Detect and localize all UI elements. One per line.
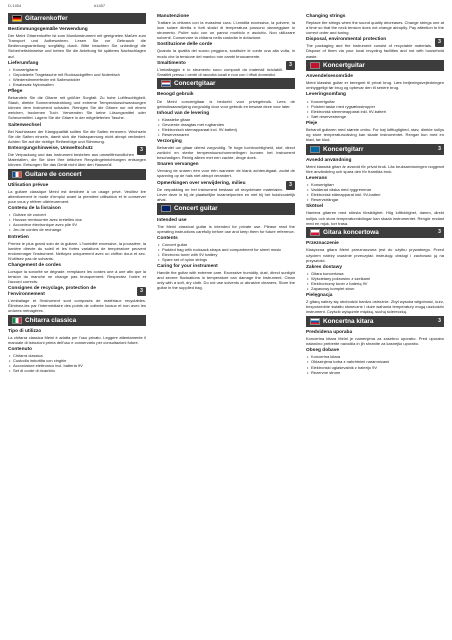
- header-model: #1457: [94, 3, 106, 8]
- bullet-item: • Gepolsterte Tragetasche mit Rucksackgriffen und Notenfach: [13, 72, 146, 77]
- subheading: Obseg dobave: [306, 348, 340, 354]
- subheading: Zakres dostawy: [306, 264, 342, 270]
- bullet-list: [157, 242, 295, 262]
- paragraph: Handle the guitar with extreme care. Excessive humidity, dust, direct sunlight and severe fluctuations in temperature can damage the instrument. Clean only with a soft, dry cloth. Do not use solvents or abrasive cleaners. Store the guitar in the supplied bag.: [157, 270, 295, 291]
- bullet-item: • Gitara koncertowa: [311, 271, 444, 276]
- bullet-item: • Padded bag with rucksack straps and compartment for sheet music: [162, 247, 295, 252]
- subheading: Intended use: [157, 217, 187, 223]
- flag-icon: [12, 317, 22, 324]
- subheading: Leverans: [306, 176, 328, 182]
- number-badge: 3: [286, 61, 295, 70]
- paragraph: Meinl klassisk guitar er beregnet til privat brug. Læs betjeningsvejledningen omhyggeligt før brug og opbevar den til senere brug.: [306, 80, 444, 91]
- bullet-item: • Wyściełany pokrowiec z szelkami: [311, 276, 444, 281]
- bullet-item: • Set di corde di ricambio: [13, 368, 146, 373]
- subheading: Pleje: [306, 120, 318, 126]
- bullet-item: • Rezervne strune: [311, 370, 444, 375]
- subheading: Snaren vervangen: [157, 162, 199, 168]
- section-heading-bar: [157, 203, 295, 214]
- bullet-list: [8, 212, 146, 232]
- paragraph: Z gitarą należy się obchodzić bardzo ostrożnie. Zbyt wysoka wilgotność, kurz, bezpośrednie światło słoneczne i duże wahania temperatury mogą uszkodzić instrument. Czyścić wyłącznie miękką, suchą ściereczką.: [306, 299, 444, 315]
- paragraph: Klasyczna gitara Meinl przeznaczona jest do użytku prywatnego. Przed użyciem należy uważnie przeczytać instrukcję obsługi i zachować ją na przyszłość.: [306, 247, 444, 263]
- section-heading-bar: [306, 227, 444, 238]
- subheading: Lieferumfang: [8, 60, 39, 66]
- subheading: Leveringsomfang: [306, 92, 346, 98]
- paragraph: Replace the strings when the sound quality decreases. Change strings one at a time so that the neck tension does not change abruptly. Pay attention to the correct order and tuning.: [306, 20, 444, 36]
- flag-icon: [310, 318, 320, 325]
- paragraph: De verpakking en het instrument bestaan uit recyclebare materialen. Lever deze in bij de plaatselijke inzamelpunten en niet bij het huishoudelijk afval.: [157, 186, 295, 202]
- bullet-item: • Elektroniczny tuner z baterią 9V: [311, 281, 444, 286]
- subheading: Beoogd gebruik: [157, 92, 194, 98]
- subheading: Caring for your instrument: [157, 264, 218, 270]
- column-1: [8, 12, 146, 632]
- bullet-item: • Spare set of nylon strings: [162, 257, 295, 262]
- section-title: Chitarra classica: [25, 316, 77, 324]
- paragraph: Prenez le plus grand soin de la guitare. L'humidité excessive, la poussière, la lumière directe du soleil et les fortes variations de température peuvent endommager l'instrument. Nettoyez uniquement avec un chiffon doux et sec. N'utilisez pas de solvants.: [8, 240, 146, 261]
- bullet-list: [306, 354, 444, 374]
- paragraph: Behandel uw gitaar uiterst zorgvuldig. Te hoge luchtvochtigheid, stof, direct zonlicht en sterke temperatuurschommelingen kunnen het instrument beschadigen. Reinig alleen met een zachte, droge doek.: [157, 145, 295, 161]
- subheading: Contents: [157, 235, 178, 241]
- header-code: D-1454: [8, 3, 22, 8]
- section-heading-bar: [8, 169, 146, 180]
- subheading: Changing strings: [306, 14, 346, 19]
- subheading: Inhoud van de levering: [157, 110, 210, 116]
- column-2: [157, 12, 295, 632]
- flag-icon: [310, 229, 320, 236]
- subheading: Utilisation prévue: [8, 182, 49, 188]
- section-heading-bar: [306, 316, 444, 327]
- section-title: Concertgitaar: [174, 80, 216, 88]
- bullet-item: • Gevoerde draagtas met rugbanden: [162, 122, 295, 127]
- section-title: Guitare de concert: [25, 170, 82, 178]
- section-heading-bar: [8, 13, 146, 24]
- section-title: Gitarrenkoffer: [25, 15, 68, 23]
- subheading: Smaltimento: [157, 60, 186, 66]
- subheading: Disposal, environmental protection: [306, 37, 387, 43]
- number-badge: 3: [435, 38, 444, 47]
- section-heading-bar: [8, 315, 146, 326]
- bullet-item: • Oblazinjena torba z nahrbtnimi naramnicami: [311, 359, 444, 364]
- subheading: Pflege: [8, 89, 23, 95]
- number-badge: 3: [286, 181, 295, 190]
- number-badge: 3: [435, 317, 444, 326]
- bullet-item: • Koncertguitar: [311, 99, 444, 104]
- bullet-item: • Elektronisk stemmeapparat inkl. 9V-batteri: [311, 109, 444, 114]
- bullet-item: • Konsertgitarr: [311, 182, 444, 187]
- bullet-list: [306, 271, 444, 291]
- paragraph: Der Meinl Gitarrenkoffer ist zum Musikinstrument mit geeigneten Maßen zum Transport und Aufbewahren. Lesen Sie vor Gebrauch die Bedienungsanleitung sorgfältig durch. Bitte beachten Sie unbedingt die Sicherheitshinweise und heben Sie die Anleitung für späteres Nachschlagen auf.: [8, 33, 146, 59]
- bullet-list: [8, 353, 146, 373]
- subheading: Skötsel: [306, 204, 324, 210]
- subheading: Contenuto: [8, 346, 32, 352]
- subheading: Anvendelsesområde: [306, 74, 353, 80]
- number-badge: 3: [435, 228, 444, 237]
- bullet-item: • Klassieke gitaar: [162, 117, 295, 122]
- section-heading-bar: [306, 144, 444, 155]
- paragraph: Behandl guitaren med største omhu. For høj luftfugtighed, støv, direkte sollys og store temperaturudsving kan skade instrumentet. Rengør kun med en blød, tør klud.: [306, 126, 444, 143]
- paragraph: Bei Nachlassen der Klangqualität sollten Sie die Saiten erneuern. Wechseln Sie die Saiten einzeln, damit sich die Halsspannung nicht abrupt verändert. Achten Sie auf die richtige Reihenfolge und Stimmung.: [8, 128, 146, 144]
- bullet-item: • Vadderad väska med ryggremmar: [311, 187, 444, 192]
- paragraph: La chitarra classica Meinl è adatta per l'uso privato. Leggere attentamente il manuale di istruzioni prima dell'uso e conservarlo per consultazioni future.: [8, 334, 146, 345]
- paragraph: Meinl klassisk gitarr är avsedd för privat bruk. Läs bruksanvisningen noggrant före användning och spara den för framtida bruk.: [306, 163, 444, 174]
- subheading: Tipo di utilizzo: [8, 328, 42, 334]
- subheading: Verzorging: [157, 139, 182, 145]
- subheading: Manutenzione: [157, 14, 189, 19]
- paragraph: The packaging and the instrument consist of recyclable materials. Dispose of them via your local recycling facilities and not with household waste.: [306, 43, 444, 59]
- subheading: Entretien: [8, 234, 29, 240]
- subheading: Entsorgungshinweise, Umweltschutz: [8, 145, 93, 151]
- paragraph: Quando la qualità del suono peggiora, sostituire le corde una alla volta, in modo che la tensione del manico non cambi bruscamente.: [157, 48, 295, 59]
- bullet-item: • Polstret taske med rygsæksstropper: [311, 104, 444, 109]
- subheading: Contenu de la livraison: [8, 206, 61, 212]
- flag-icon: [12, 15, 22, 22]
- flag-icon: [161, 205, 171, 212]
- section-heading-bar: [306, 60, 444, 71]
- paragraph: Behandeln Sie die Gitarre mit größter Sorgfalt. Zu hohe Luftfeuchtigkeit, Staub, direkte Sonneneinstrahlung und extreme Temperaturschwankungen können dem Instrument schaden. Reinigen Sie die Gitarre nur mit einem weichen, trockenen Tuch. Verwenden Sie keine Lösungsmittel oder Scheuermittel. Lagern Sie die Gitarre in der mitgelieferten Tasche.: [8, 95, 146, 121]
- bullet-item: • Electronic tuner with 9V battery: [162, 252, 295, 257]
- bullet-item: • Jeu de cordes de rechange: [13, 227, 146, 232]
- section-heading-bar: [157, 78, 295, 89]
- section-title: Koncertguitar: [323, 62, 365, 70]
- paragraph: Koncertna kitara Meinl je namenjena za zasebno uporabo. Pred uporabo natančno preberite navodila in jih shranite za kasnejšo uporabo.: [306, 336, 444, 347]
- bullet-list: [157, 117, 295, 137]
- paragraph: Vervang de snaren één voor één wanneer de klank achteruitgaat, zodat de spanning op de hals niet abrupt verandert.: [157, 168, 295, 179]
- bullet-item: • Konzertgitarre: [13, 67, 146, 72]
- subheading: Przeznaczenie: [306, 241, 339, 247]
- bullet-item: • Accordatore elettronico incl. batteria 9V: [13, 363, 146, 368]
- bullet-list: [306, 99, 444, 119]
- bullet-item: • Koncertna kitara: [311, 354, 444, 359]
- subheading: Consignes de recyclage, protection de l'environnement: [8, 286, 96, 297]
- number-badge: 3: [137, 146, 146, 155]
- bullet-item: • Zapasowy komplet strun: [311, 286, 444, 291]
- bullet-item: • Accordeur électronique avec pile 9V: [13, 222, 146, 227]
- bullet-item: • Reservsträngar: [311, 197, 444, 202]
- subheading: Sostituzione delle corde: [157, 42, 213, 48]
- page-header: [8, 3, 444, 11]
- bullet-item: • Wiederstimmerfeder mit Saitenwickler: [13, 77, 146, 82]
- paragraph: Lorsque la sonorité se dégrade, remplacez les cordes une à une afin que la tension du manche ne change pas brusquement. Respectez l'ordre et l'accord corrects.: [8, 268, 146, 285]
- paragraph: Trattare la chitarra con la massima cura. L'umidità eccessiva, la polvere, la luce solare diretta e forti sbalzi di temperatura possono danneggiare lo strumento. Pulire solo con un panno morbido e asciutto. Non utilizzare solventi. Conservare la chitarra nella custodia in dotazione.: [157, 20, 295, 41]
- subheading: Bestimmungsgemäße Verwendung: [8, 27, 88, 33]
- subheading: Opmerkingen over verwijdering, milieu: [157, 180, 246, 186]
- bullet-item: • Elektronski uglaševalnik z baterijo 9V: [311, 365, 444, 370]
- flag-icon: [310, 62, 320, 69]
- section-title: Koncertgitarr: [323, 145, 364, 153]
- bullet-item: • Housse rembourrée avec bretelles dos: [13, 217, 146, 222]
- section-title: Gitara koncertowa: [323, 229, 379, 237]
- flag-icon: [310, 146, 320, 153]
- bullet-list: [306, 182, 444, 202]
- paragraph: L'emballage et l'instrument sont composés de matériaux recyclables. Éliminez-les par l'intermédiaire des points de collecte locaux et non avec les ordures ménagères.: [8, 297, 146, 313]
- bullet-item: • Custodia imbottita con cinghie: [13, 358, 146, 363]
- bullet-item: • Elektronisch stemapparaat incl. 9V-batterij: [162, 127, 295, 132]
- column-3: [306, 12, 444, 632]
- section-title: Concert guitar: [174, 205, 218, 213]
- bullet-item: • Guitare de concert: [13, 212, 146, 217]
- flag-icon: [12, 171, 22, 178]
- bullet-item: • Reservesnaren: [162, 132, 295, 137]
- paragraph: La guitare classique Meinl est destinée à un usage privé. Veuillez lire attentivement le mode d'emploi avant la première utilisation et le conserver pour vous y référer ultérieurement.: [8, 188, 146, 205]
- bullet-item: • Elektronisk stämapparat inkl. 9V-batteri: [311, 192, 444, 197]
- flag-icon: [161, 80, 171, 87]
- bullet-item: • Sæt reservestrenge: [311, 114, 444, 119]
- subheading: Predvidena uporaba: [306, 330, 353, 336]
- bullet-item: • Concert guitar: [162, 242, 295, 247]
- section-title: Koncertna kitara: [323, 318, 374, 326]
- paragraph: L'imballaggio e lo strumento sono composti da materiali riciclabili. Smaltirli presso i centri di raccolta locali e non con i rifiuti domestici.: [157, 66, 283, 77]
- paragraph: Hantera gitarren med största försiktighet. Hög luftfuktighet, damm, direkt solljus och stora temperaturväxlingar kan skada instrumentet. Rengör endast med en mjuk, torr trasa.: [306, 210, 444, 226]
- number-badge: 3: [435, 145, 444, 154]
- paragraph: Die Verpackung und das Instrument bestehen aus umweltfreundlichen Materialien, die Sie über Ihre örtlichen Recyclingeinrichtungen entsorgen können. Entsorgen Sie das Gerät nicht über den Hausmüll.: [8, 151, 146, 168]
- number-badge: 3: [137, 287, 146, 296]
- subheading: Avsedd användning: [306, 157, 352, 163]
- subheading: Saitenwechsel: [8, 122, 42, 128]
- paragraph: De Meinl concertgitaar is bedoeld voor privégebruik. Lees de gebruiksaanwijzing zorgvuldig door voor gebruik en bewaar deze voor later.: [157, 98, 295, 109]
- subheading: Changement de cordes: [8, 262, 62, 268]
- subheading: Pielęgnacja: [306, 293, 333, 299]
- bullet-list: [8, 67, 146, 87]
- bullet-item: • Chitarra classica: [13, 353, 146, 358]
- bullet-item: • Ersatzsatz Nylonsaiten: [13, 82, 146, 87]
- paragraph: The Meinl classical guitar is intended for private use. Please read the operating instructions carefully before use and keep them for future reference.: [157, 223, 295, 234]
